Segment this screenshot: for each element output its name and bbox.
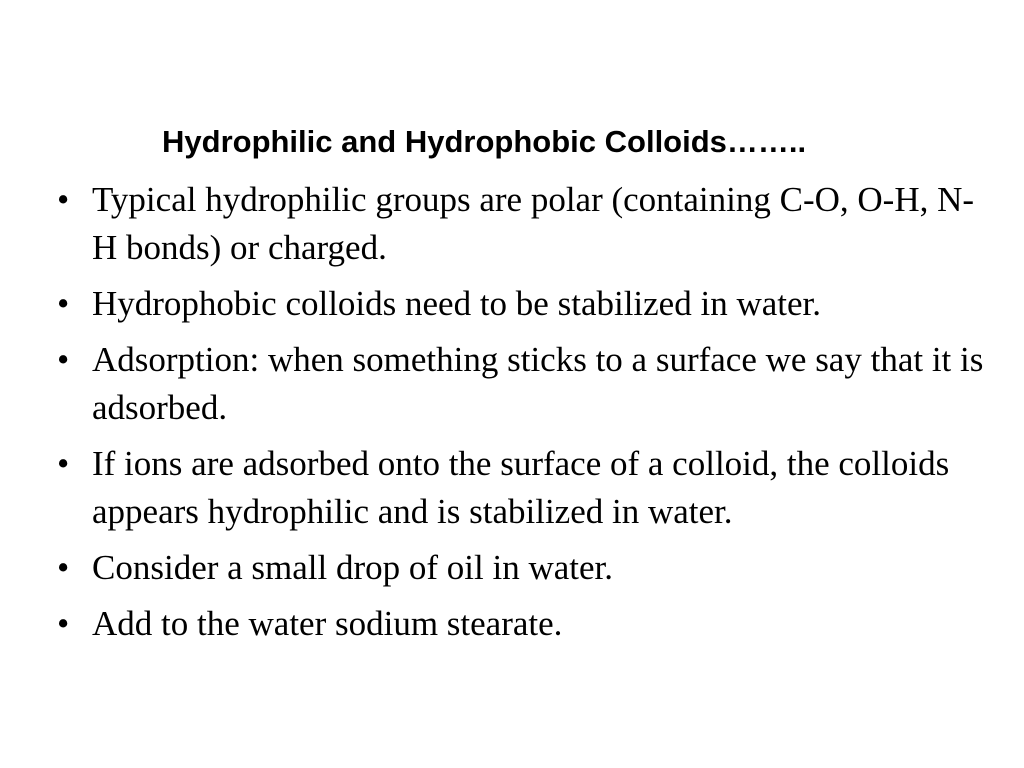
slide-title: Hydrophilic and Hydrophobic Colloids…….. (162, 124, 807, 159)
bullet-item (55, 440, 990, 536)
bullet-item (55, 336, 990, 432)
bullet-icon: • (57, 180, 70, 219)
bullet-item (55, 280, 990, 328)
bullet-icon: • (57, 284, 70, 323)
bullet-text: Typical hydrophilic groups are polar (containing C-O, O-H, N-H bonds) or charged. (92, 180, 975, 267)
bullet-icon: • (57, 548, 70, 587)
bullet-item (55, 176, 990, 272)
bullet-text: Adsorption: when something sticks to a surface we say that it is adsorbed. (92, 340, 984, 427)
bullet-icon: • (57, 340, 70, 379)
bullet-item (55, 600, 990, 648)
bullet-list (55, 176, 990, 656)
bullet-item (55, 544, 990, 592)
bullet-text: Hydrophobic colloids need to be stabilized in water. (92, 284, 821, 323)
bullet-text: If ions are adsorbed onto the surface of a colloid, the colloids appears hydrophilic and is stabilized in water. (92, 444, 950, 531)
bullet-icon: • (57, 444, 70, 483)
bullet-text: Consider a small drop of oil in water. (92, 548, 614, 587)
bullet-text: Add to the water sodium stearate. (92, 604, 563, 643)
bullet-icon: • (57, 604, 70, 643)
